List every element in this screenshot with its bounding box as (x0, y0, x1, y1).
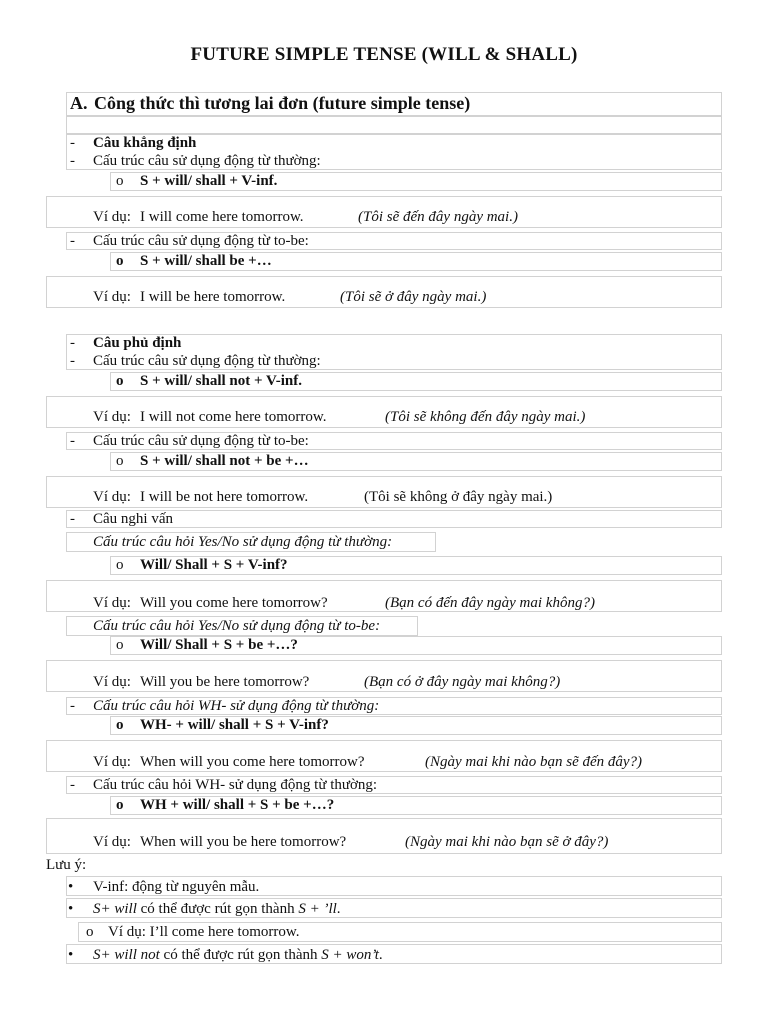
circle-marker: o (86, 924, 94, 940)
note-period: . (378, 947, 383, 963)
formula: S + will/ shall + V-inf. (140, 173, 278, 189)
note-term: S+ will (93, 901, 137, 917)
question-heading: Câu nghi vấn (93, 511, 173, 527)
structure-label: Cấu trúc câu sử dụng động từ thường: (93, 153, 321, 169)
dash-marker: - (70, 698, 75, 714)
example-translation: (Tôi sẽ không ở đây ngày mai.) (364, 489, 553, 505)
example-translation: (Tôi sẽ không đến đây ngày mai.) (385, 409, 586, 425)
example-sentence: I will not come here tomorrow. (140, 409, 327, 425)
example-sentence: I will be here tomorrow. (140, 289, 286, 305)
example-translation: (Ngày mai khi nào bạn sẽ đến đây?) (425, 754, 643, 770)
document-title: FUTURE SIMPLE TENSE (WILL & SHALL) (190, 44, 578, 65)
dash-marker: - (70, 153, 75, 169)
example-label: Ví dụ: (93, 595, 131, 611)
dash-marker: - (70, 335, 75, 351)
note-text (93, 900, 341, 918)
structure-label: Cấu trúc câu sử dụng động từ to-be: (93, 433, 309, 449)
example-sentence: I will come here tomorrow. (140, 209, 304, 225)
circle-marker: o (116, 557, 124, 573)
example-translation: (Bạn có đến đây ngày mai không?) (385, 595, 595, 611)
formula: Will/ Shall + S + be +…? (140, 637, 298, 653)
example-sentence: I will be not here tomorrow. (140, 489, 309, 505)
example-sentence: Will you come here tomorrow? (140, 595, 328, 611)
note-connector: có thể được rút gọn thành (159, 947, 322, 963)
circle-marker: o (116, 797, 124, 813)
circle-marker: o (116, 637, 124, 653)
example-label: Ví dụ: (93, 409, 131, 425)
structure-label: Cấu trúc câu sử dụng động từ to-be: (93, 233, 309, 249)
section-heading: Công thức thì tương lai đơn (future simple tense) (94, 93, 471, 113)
note-term: S + ’ll (298, 901, 337, 917)
dash-marker: - (70, 511, 75, 527)
structure-label: Cấu trúc câu hỏi WH- sử dụng động từ thường: (93, 698, 380, 714)
example-translation: (Tôi sẽ ở đây ngày mai.) (340, 289, 487, 305)
note-term: S+ will not (93, 947, 160, 963)
dash-marker: - (70, 233, 75, 249)
dash-marker: - (70, 433, 75, 449)
dash-marker: - (70, 135, 75, 151)
example-label: Ví dụ: (93, 489, 131, 505)
notes-heading: Lưu ý: (46, 857, 87, 873)
example-translation: (Ngày mai khi nào bạn sẽ ở đây?) (405, 834, 609, 850)
structure-label: Cấu trúc câu hỏi WH- sử dụng động từ thường: (93, 777, 378, 793)
structure-label: Cấu trúc câu hỏi Yes/No sử dụng động từ thường: (93, 534, 393, 550)
formula: WH + will/ shall + S + be +…? (140, 797, 335, 813)
example-label: Ví dụ: (93, 754, 131, 770)
circle-marker: o (116, 453, 124, 469)
note-text: V-inf: động từ nguyên mẫu. (93, 879, 260, 895)
circle-marker: o (116, 253, 124, 269)
note-connector: có thể được rút gọn thành (136, 901, 299, 917)
formula: S + will/ shall be +… (140, 253, 272, 269)
example-label: Ví dụ: (93, 674, 131, 690)
example-sentence: When will you come here tomorrow? (140, 754, 365, 770)
structure-label: Cấu trúc câu hỏi Yes/No sử dụng động từ to-be: (93, 618, 381, 634)
note-example: Ví dụ: I’ll come here tomorrow. (108, 924, 300, 940)
note-term: S + won’t (321, 947, 379, 963)
example-label: Ví dụ: (93, 289, 131, 305)
section-letter: A. (70, 93, 88, 113)
negative-heading: Câu phủ định (93, 335, 182, 351)
example-sentence: When will you be here tomorrow? (140, 834, 347, 850)
example-label: Ví dụ: (93, 209, 131, 225)
dash-marker: - (70, 777, 75, 793)
example-label: Ví dụ: (93, 834, 131, 850)
example-sentence: Will you be here tomorrow? (140, 674, 310, 690)
circle-marker: o (116, 717, 124, 733)
formula: WH- + will/ shall + S + V-inf? (140, 717, 329, 733)
bullet-marker: • (68, 947, 74, 963)
circle-marker: o (116, 373, 124, 389)
formula: S + will/ shall not + V-inf. (140, 373, 302, 389)
example-translation: (Tôi sẽ đến đây ngày mai.) (358, 209, 518, 225)
circle-marker: o (116, 173, 124, 189)
affirmative-heading: Câu khẳng định (93, 135, 197, 151)
structure-label: Cấu trúc câu sử dụng động từ thường: (93, 353, 321, 369)
formula: Will/ Shall + S + V-inf? (140, 557, 288, 573)
example-translation: (Bạn có ở đây ngày mai không?) (364, 674, 561, 690)
note-period: . (336, 901, 341, 917)
note-text (93, 946, 383, 964)
bullet-marker: • (68, 879, 74, 895)
bullet-marker: • (68, 901, 74, 917)
dash-marker: - (70, 353, 75, 369)
formula: S + will/ shall not + be +… (140, 453, 309, 469)
spacer-box (66, 116, 722, 134)
